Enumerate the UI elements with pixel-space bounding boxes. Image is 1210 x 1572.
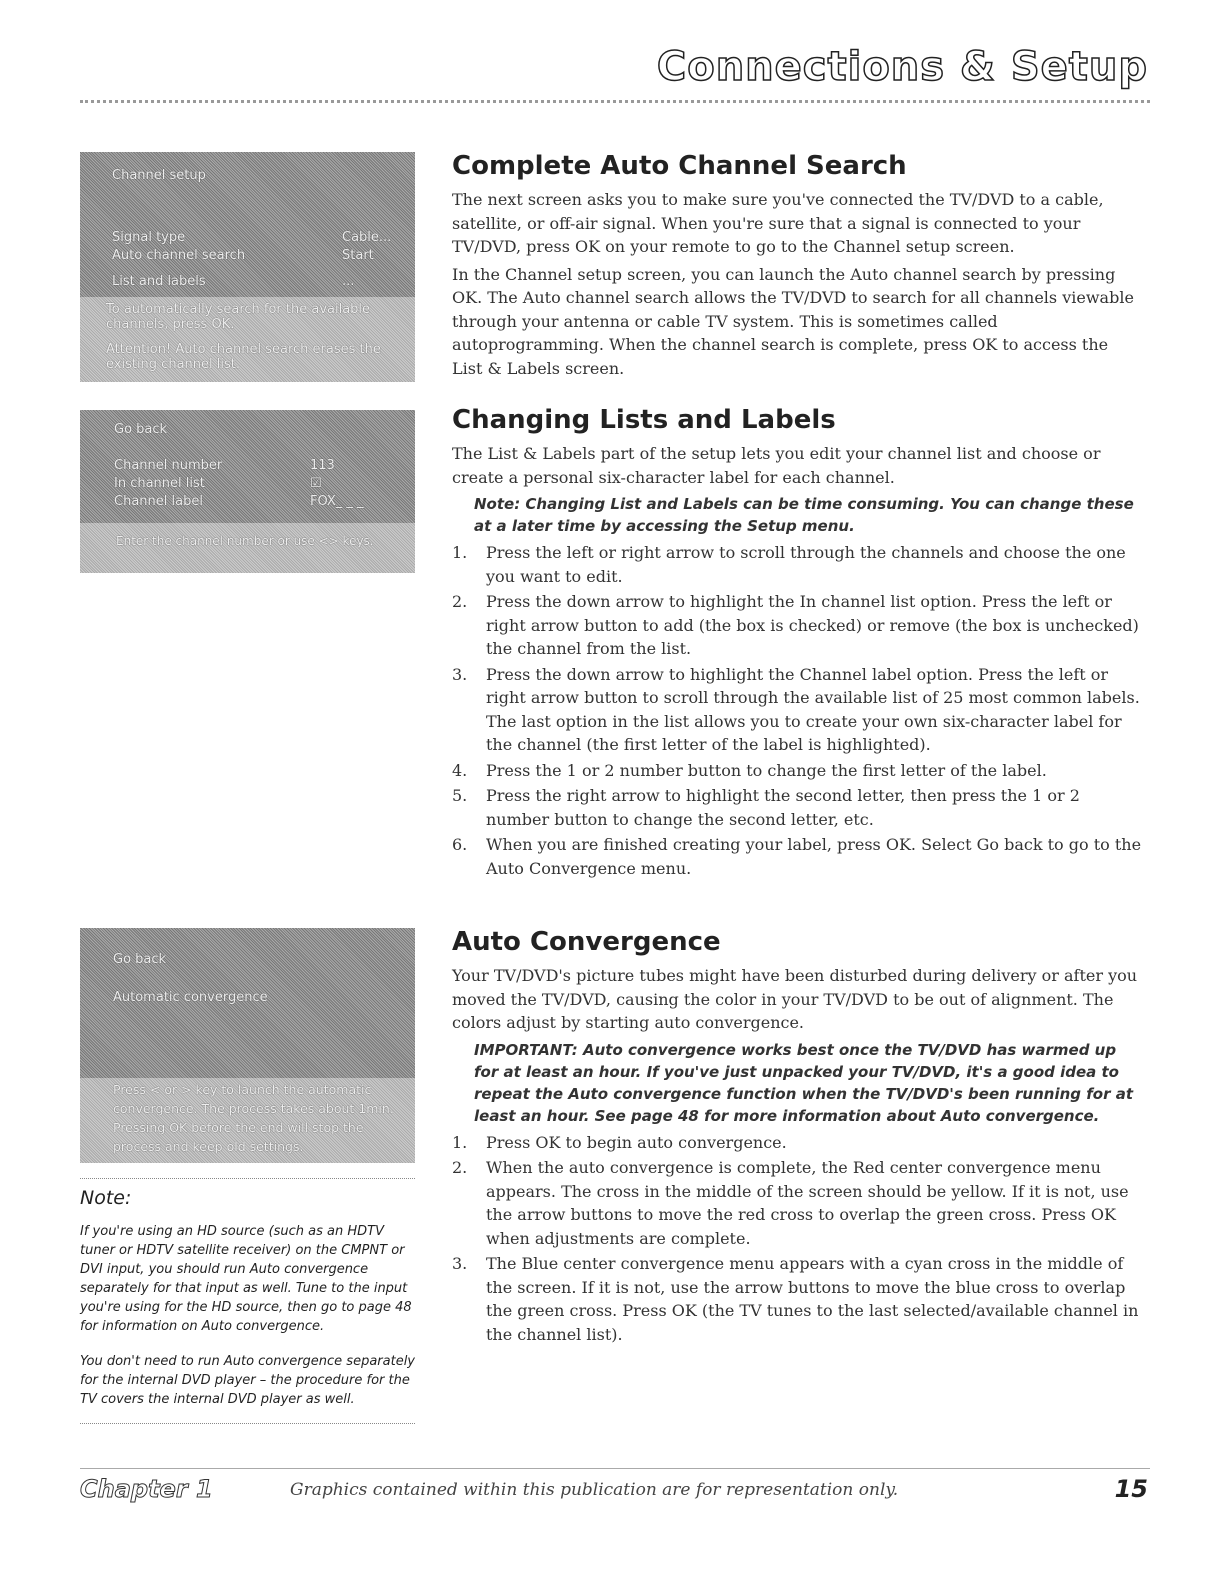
step bbox=[452, 1131, 1142, 1155]
sidebar-note-text: You don't need to run Auto convergence separately for the internal DVD player – the procedure for the TV covers the internal DVD player as well. bbox=[80, 1354, 416, 1407]
step-number: 6. bbox=[452, 835, 468, 854]
step bbox=[452, 833, 1142, 880]
note: Note: Changing List and Labels can be time consuming. You can change these at a later time by accessing the Setup menu. bbox=[474, 495, 1134, 535]
section-auto-convergence bbox=[452, 926, 1142, 1346]
section-heading: Complete Auto Channel Search bbox=[452, 151, 907, 181]
list-labels-screenshot bbox=[80, 410, 415, 573]
step-number: 4. bbox=[452, 760, 468, 780]
step bbox=[452, 784, 1142, 831]
screen-help: Enter the channel number or use <> keys. bbox=[116, 534, 374, 548]
section-auto-channel-search bbox=[452, 150, 1142, 404]
channel-setup-screenshot bbox=[80, 152, 415, 382]
sidebar-note bbox=[80, 1178, 415, 1424]
page-number: 15 bbox=[1114, 1475, 1148, 1503]
footer-disclaimer: Graphics contained within this publication are for representation only. bbox=[290, 1480, 899, 1500]
screen-row-value: ... bbox=[342, 274, 355, 289]
section-heading: Changing Lists and Labels bbox=[452, 405, 836, 435]
step-number: 3. bbox=[452, 1254, 468, 1273]
steps-list bbox=[452, 1131, 1142, 1347]
header-divider bbox=[80, 100, 1150, 103]
go-back: Go back bbox=[114, 422, 168, 437]
convergence-screenshot bbox=[80, 928, 415, 1163]
step bbox=[452, 590, 1142, 661]
screen-warning: Attention! Auto channel search erases the existing channel list. bbox=[106, 342, 381, 372]
step-text: Press the right arrow to highlight the second letter, then press the 1 or 2 number button to change the second letter, etc. bbox=[486, 786, 1080, 829]
screen-title: Channel setup bbox=[112, 168, 206, 183]
screen-row-label: In channel list bbox=[114, 476, 205, 491]
paragraph: The List & Labels part of the setup lets you edit your channel list and choose or create a personal six-character label for each channel. bbox=[452, 444, 1101, 487]
screen-row-value: FOX_ _ _ bbox=[310, 494, 364, 509]
screen-row-value: 113 bbox=[310, 458, 335, 473]
sidebar-note-text: If you're using an HD source (such as an HDTV tuner or HDTV satellite receiver) on the CMPNT or DVI input, you should run Auto convergence separately for that input as well. Tune to the input you're using for the HD source, then go to page 48 for information on Auto convergence. bbox=[80, 1224, 412, 1334]
step-text: Press the down arrow to highlight the In channel list option. Press the left or right arrow button to add (the box is checked) or remove (the box is unchecked) the channel from the list. bbox=[486, 592, 1139, 658]
chapter-label: Chapter 1 bbox=[80, 1475, 213, 1503]
step-text: When you are finished creating your label, press OK. Select Go back to go to the Auto Convergence menu. bbox=[486, 835, 1142, 878]
step bbox=[452, 759, 1142, 783]
screen-row-label: Auto channel search bbox=[112, 248, 246, 263]
steps-list bbox=[452, 541, 1142, 880]
screen-row-label: List and labels bbox=[112, 274, 206, 289]
step bbox=[452, 663, 1142, 757]
important-note: IMPORTANT: Auto convergence works best once the TV/DVD has warmed up for at least an hour. If you've just unpacked your TV/DVD, it's a good idea to repeat the Auto convergence function when the TV/DVD's been running for at least an hour. See page 48 for more information about Auto convergence. bbox=[474, 1040, 1133, 1125]
screen-item: Automatic convergence bbox=[113, 990, 268, 1005]
step-number: 3. bbox=[452, 664, 468, 684]
checkbox-icon: ☑ bbox=[310, 476, 322, 491]
step-text: Press OK to begin auto convergence. bbox=[486, 1132, 787, 1152]
step-number: 1. bbox=[452, 1132, 468, 1152]
page-header-title: Connections & Setup bbox=[656, 44, 1148, 90]
step-number: 1. bbox=[452, 543, 468, 562]
section-lists-labels bbox=[452, 404, 1142, 926]
step bbox=[452, 1156, 1142, 1250]
section-heading: Auto Convergence bbox=[452, 927, 721, 957]
footer-divider bbox=[80, 1468, 1150, 1469]
step bbox=[452, 541, 1142, 588]
step bbox=[452, 1252, 1142, 1346]
go-back: Go back bbox=[113, 952, 167, 967]
screen-row-label: Channel label bbox=[114, 494, 203, 509]
screen-row-label: Signal type bbox=[112, 230, 186, 245]
paragraph: Your TV/DVD's picture tubes might have been disturbed during delivery or after you moved the TV/DVD, causing the color in your TV/DVD to be out of alignment. The colors adjust by starting auto convergence. bbox=[452, 966, 1138, 1032]
step-text: When the auto convergence is complete, the Red center convergence menu appears. The cross in the middle of the screen should be yellow. If it is not, use the arrow buttons to move the red cross to overlap the green cross. Press OK when adjustments are complete. bbox=[486, 1158, 1129, 1248]
main-column bbox=[452, 150, 1142, 1348]
step-text: The Blue center convergence menu appears with a cyan cross in the middle of the screen. If it is not, use the arrow buttons to move the blue cross to overlap the green cross. Press OK (the TV tunes to the last selected/available channel in the channel list). bbox=[486, 1254, 1139, 1344]
step-text: Press the 1 or 2 number button to change the first letter of the label. bbox=[486, 760, 1047, 780]
paragraph: The next screen asks you to make sure you've connected the TV/DVD to a cable, satellite, or off-air signal. When you're sure that a signal is connected to your TV/DVD, press OK on your remote to go to the Channel setup screen. bbox=[452, 190, 1104, 256]
step-number: 2. bbox=[452, 592, 468, 611]
step-number: 5. bbox=[452, 786, 468, 805]
screen-row-label: Channel number bbox=[114, 458, 223, 473]
screen-help: Press < or > key to launch the automatic convergence. The process takes about 1min. Pressing OK before the end will stop the process and keep old settings. bbox=[113, 1082, 394, 1154]
screen-row-value: Start bbox=[342, 248, 374, 263]
paragraph: In the Channel setup screen, you can launch the Auto channel search by pressing OK. The Auto channel search allows the TV/DVD to search for all channels viewable through your antenna or cable TV system. This is sometimes called autoprogramming. When the channel search is complete, press OK to access the List & Labels screen. bbox=[452, 264, 1134, 378]
step-text: Press the down arrow to highlight the Channel label option. Press the left or right arrow button to scroll through the available list of 25 most common labels. The last option in the list allows you to create your own six-character label for the channel (the first letter of the label is highlighted). bbox=[486, 664, 1140, 754]
step-text: Press the left or right arrow to scroll through the channels and choose the one you want to edit. bbox=[486, 543, 1126, 586]
step-number: 2. bbox=[452, 1158, 468, 1177]
screen-help: To automatically search for the available channels, press OK. bbox=[106, 302, 371, 332]
sidebar-note-title: Note: bbox=[80, 1187, 132, 1209]
screen-row-value: Cable... bbox=[342, 230, 392, 245]
